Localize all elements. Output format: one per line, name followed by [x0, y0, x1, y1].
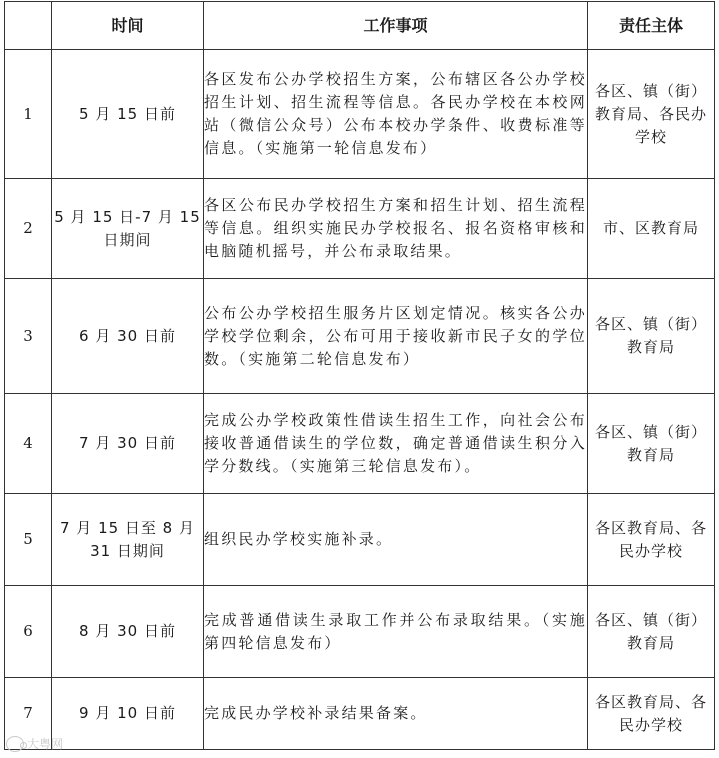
watermark: [6, 735, 63, 752]
row-task: 公布公办学校招生服务片区划定情况。核实各公办学校学位剩余，公布可用于接收新市民子女的学位数。（实施第二轮信息发布）: [204, 279, 588, 394]
header-task: 工作事项: [204, 2, 588, 50]
row-owner: 各区、镇（街）教育局: [588, 586, 715, 678]
row-time: 8 月 30 日前: [52, 586, 204, 678]
watermark-text: 大粤网: [27, 737, 64, 751]
row-task: 完成公办学校政策性借读生招生工作，向社会公布接收普通借读生的学位数，确定普通借读生积分入学分数线。（实施第三轮信息发布）。: [204, 394, 588, 494]
row-time: 7 月 30 日前: [52, 394, 204, 494]
row-time: 9 月 10 日前: [52, 678, 204, 750]
row-number: 3: [5, 279, 52, 394]
row-task: 完成普通借读生录取工作并公布录取结果。（实施第四轮信息发布）: [204, 586, 588, 678]
table-row: [5, 179, 715, 279]
row-owner: 各区教育局、各民办学校: [588, 678, 715, 750]
row-number: 1: [5, 50, 52, 179]
row-number: 7: [5, 678, 52, 750]
table-row: [5, 279, 715, 394]
row-number: 6: [5, 586, 52, 678]
weibo-logo-icon: [6, 736, 24, 752]
row-number: 5: [5, 494, 52, 586]
table-row: [5, 494, 715, 586]
row-number: 4: [5, 394, 52, 494]
row-time: 5 月 15 日-7 月 15 日期间: [52, 179, 204, 279]
table-row: [5, 394, 715, 494]
header-time: 时间: [52, 2, 204, 50]
row-time: 5 月 15 日前: [52, 50, 204, 179]
header-index: [5, 2, 52, 50]
row-owner: 市、区教育局: [588, 179, 715, 279]
header-owner: 责任主体: [588, 2, 715, 50]
row-task: 各区公布民办学校招生方案和招生计划、招生流程等信息。组织实施民办学校报名、报名资格审核和电脑随机摇号，并公布录取结果。: [204, 179, 588, 279]
row-owner: 各区、镇（街）教育局: [588, 394, 715, 494]
row-owner: 各区教育局、各民办学校: [588, 494, 715, 586]
row-task: 组织民办学校实施补录。: [204, 494, 588, 586]
row-owner: 各区、镇（街）教育局、各民办学校: [588, 50, 715, 179]
table-row: [5, 50, 715, 179]
table-row: [5, 678, 715, 750]
table-row: [5, 586, 715, 678]
row-task: 各区发布公办学校招生方案，公布辖区各公办学校招生计划、招生流程等信息。各民办学校在本校网站（微信公众号）公布本校办学条件、收费标准等信息。（实施第一轮信息发布）: [204, 50, 588, 179]
row-owner: 各区、镇（街）教育局: [588, 279, 715, 394]
table-header-row: [5, 2, 715, 50]
row-task: 完成民办学校补录结果备案。: [204, 678, 588, 750]
row-number: 2: [5, 179, 52, 279]
row-time: 6 月 30 日前: [52, 279, 204, 394]
row-time: 7 月 15 日至 8 月 31 日期间: [52, 494, 204, 586]
enrollment-schedule-table: [4, 1, 715, 750]
